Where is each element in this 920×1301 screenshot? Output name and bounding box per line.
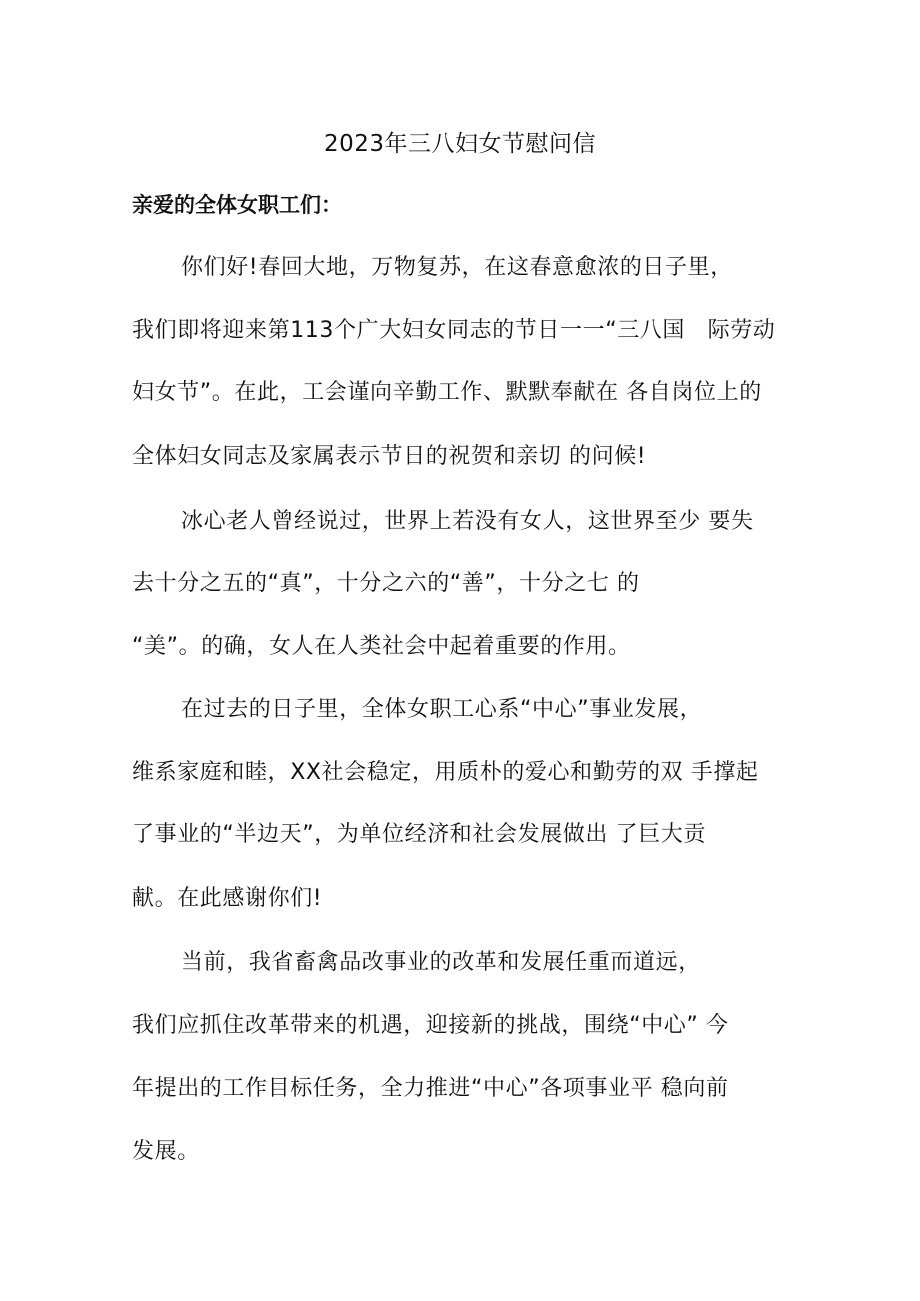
paragraph-line: 维系家庭和睦，XX社会稳定，用质朴的爱心和勤劳的双 手撑起: [132, 760, 759, 785]
paragraph-line: 全体妇女同志及家属表示节日的祝贺和亲切 的问候!: [132, 444, 647, 469]
salutation: 亲爱的全体女职工们：: [132, 193, 342, 217]
paragraph-line: 我们即将迎来第113个广大妇女同志的节日一一“三八国 际劳动: [132, 318, 776, 343]
paragraph-line: 献。在此感谢你们!: [132, 886, 323, 911]
paragraph-line: “美”。的确，女人在人类社会中起着重要的作用。: [132, 634, 631, 659]
paragraph-line: 你们好!春回大地，万物复苏，在这春意愈浓的日子里，: [181, 255, 733, 280]
paragraph-line: 当前，我省畜禽品改事业的改革和发展任重而道远，: [181, 950, 701, 975]
paragraph-line: 妇女节”。在此，工会谨向辛勤工作、默默奉献在 各自岗位上的: [132, 380, 762, 405]
paragraph-line: 了事业的“半边天”，为单位经济和社会发展做出 了巨大贡: [132, 822, 706, 847]
paragraph-line: 去十分之五的“真”，十分之六的“善”，十分之七 的: [132, 571, 640, 596]
paragraph-line: 我们应抓住改革带来的机遇，迎接新的挑战，围绕“中心” 今: [132, 1013, 729, 1038]
document-title: 2023年三八妇女节慰问信: [323, 131, 597, 157]
paragraph-line: 在过去的日子里，全体女职工心系“中心”事业发展，: [181, 697, 703, 722]
paragraph-line: 年提出的工作目标任务，全力推进“中心”各项事业平 稳向前: [132, 1076, 729, 1101]
paragraph-line: 发展。: [132, 1139, 200, 1164]
paragraph-line: 冰心老人曾经说过，世界上若没有女人，这世界至少 要失: [181, 509, 754, 534]
